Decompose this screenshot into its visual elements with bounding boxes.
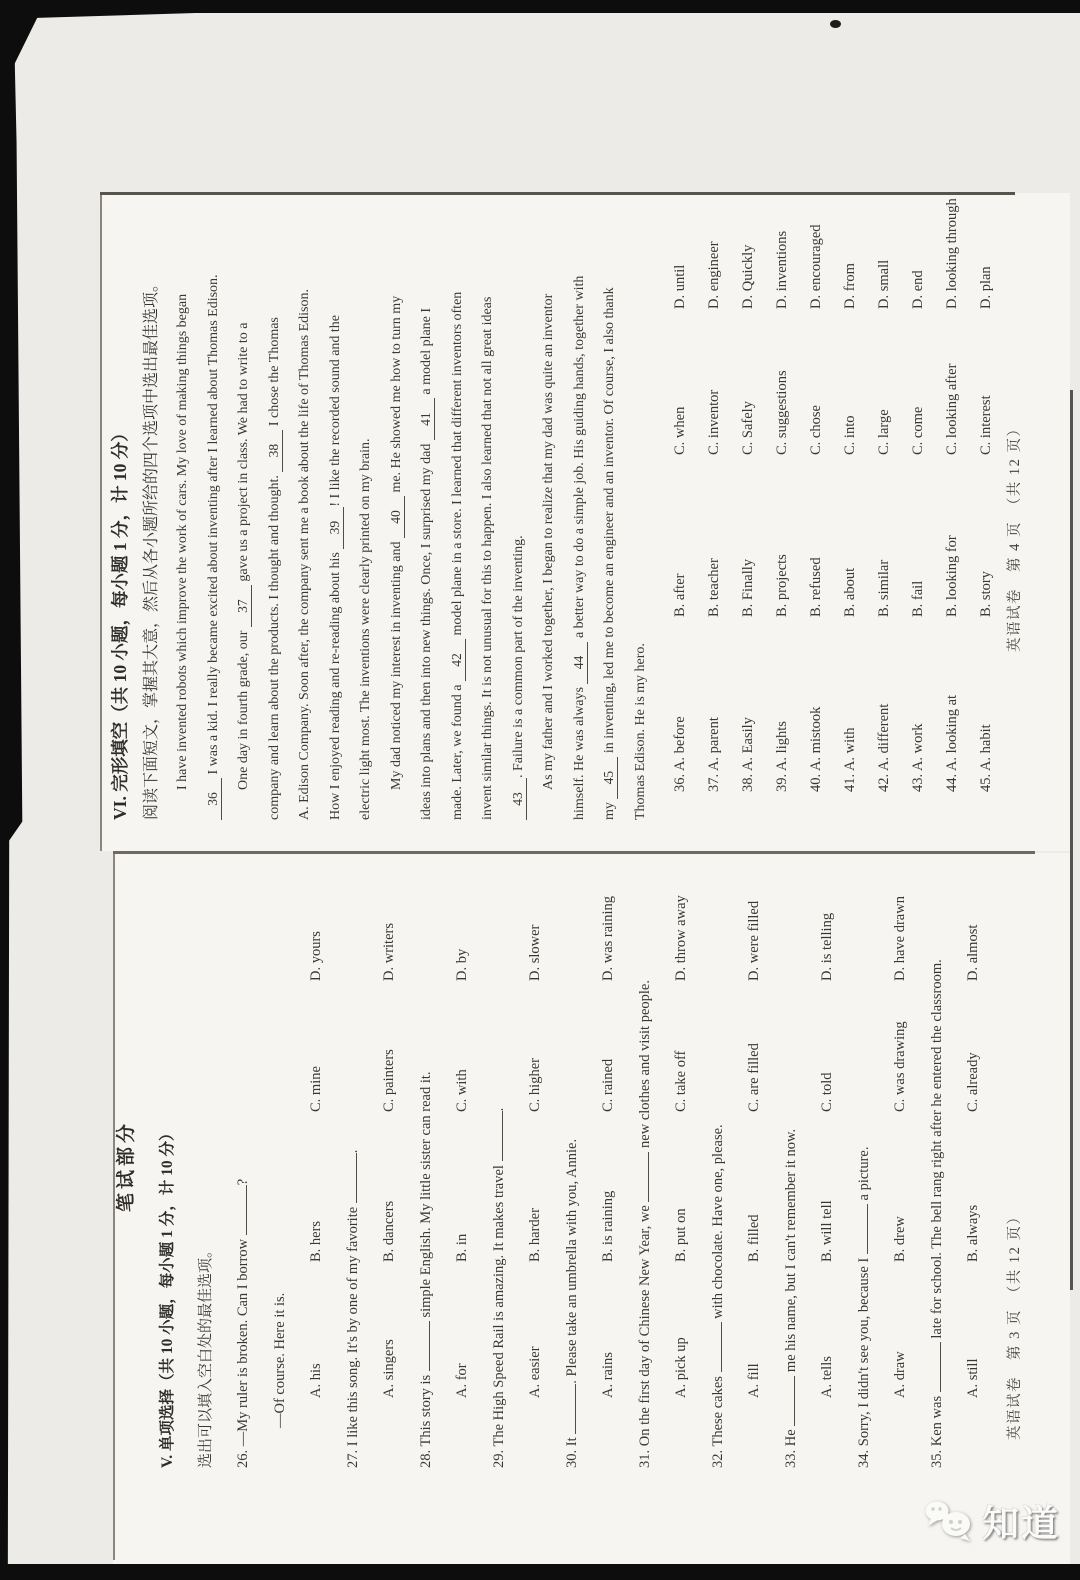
option-d: D. is telling bbox=[819, 912, 835, 981]
page4-top-edge-line bbox=[100, 193, 102, 851]
page4-footer: 英语试卷 第 4 页 （共 12 页） bbox=[1007, 420, 1023, 652]
passage-line: my 45 in inventing, led me to become an engineer and an inventor. Of course, I also thank bbox=[601, 287, 617, 820]
blank-underline bbox=[489, 1111, 503, 1161]
page3-footer: 英语试卷 第 3 页 （共 12 页） bbox=[1007, 1208, 1023, 1440]
option-d: D. throw away bbox=[673, 895, 689, 981]
option-a: 37. A. parent bbox=[706, 717, 722, 792]
option-b: B. hers bbox=[308, 1220, 324, 1262]
page4-content bbox=[104, 198, 1003, 820]
cloze-option-row bbox=[901, 198, 935, 820]
option-c: C. painters bbox=[381, 1049, 397, 1112]
choice-option-row bbox=[955, 864, 992, 1468]
option-d: D. slower bbox=[527, 924, 543, 981]
choice-option-row bbox=[517, 864, 554, 1468]
passage-line: I have invented robots which improve the work of cars. My love of making things began bbox=[175, 293, 190, 790]
cloze-option-row bbox=[833, 198, 867, 820]
blank-underline bbox=[927, 1342, 941, 1392]
option-c: C. inventor bbox=[706, 389, 722, 455]
zhidao-watermark bbox=[923, 1490, 1078, 1550]
blank-underline bbox=[635, 1152, 649, 1202]
option-a: A. pick up bbox=[673, 1337, 689, 1398]
option-c: C. mine bbox=[308, 1066, 324, 1112]
cloze-option-row bbox=[867, 198, 901, 820]
choice-option-row bbox=[736, 864, 773, 1468]
passage-line: A. Edison Company. Soon after, the company sent me a book about the life of Thomas Edison. bbox=[297, 289, 312, 820]
option-b: B. will tell bbox=[819, 1200, 835, 1262]
option-c: C. when bbox=[672, 406, 688, 455]
question-line: 30. It . Please take an umbrella with you, Annie. bbox=[563, 1138, 580, 1468]
question-line: 27. I like this song. It's by one of my favorite . bbox=[344, 1149, 361, 1468]
passage-line: One day in fourth grade, our 37 gave us a project in class. We had to write to a bbox=[235, 322, 251, 790]
cloze-option-row bbox=[799, 198, 833, 820]
choice-option-row bbox=[663, 864, 700, 1468]
choice-option-row bbox=[298, 864, 335, 1468]
choice-option-row bbox=[809, 864, 846, 1468]
option-a: 40. A. mistook bbox=[808, 706, 824, 792]
option-c: C. was drawing bbox=[892, 1021, 908, 1112]
question-line: 35. Ken was late for school. The bell rang right after he entered the classroom. bbox=[928, 959, 945, 1468]
scan-edge-bottom bbox=[0, 1564, 1080, 1580]
option-c: C. higher bbox=[527, 1058, 543, 1112]
option-d: D. encouraged bbox=[808, 224, 824, 309]
option-d: D. plan bbox=[978, 266, 994, 309]
option-a: 41. A. with bbox=[842, 727, 858, 792]
blank-number: 36 bbox=[204, 792, 220, 806]
written-part-title: 笔试部分 bbox=[116, 1120, 137, 1213]
passage-line: My dad noticed my interest in inventing and 40 me. He showed me how to turn my bbox=[387, 295, 404, 790]
option-c: C. into bbox=[842, 415, 858, 455]
blank-underline bbox=[343, 1153, 357, 1203]
choice-option-row bbox=[882, 864, 919, 1468]
option-d: D. until bbox=[672, 264, 688, 309]
option-b: B. in bbox=[454, 1233, 470, 1262]
passage-line: 36 I was a kid. I really became excited about inventing after I learned about Thomas Edison. bbox=[199, 198, 230, 820]
blank-number: 37 bbox=[235, 599, 250, 613]
cloze-passage bbox=[168, 198, 656, 820]
blank-underline bbox=[327, 507, 344, 549]
blank-number: 43 bbox=[509, 792, 525, 806]
blank-number: 42 bbox=[448, 653, 464, 667]
option-c: C. take off bbox=[673, 1050, 689, 1112]
option-c: C. told bbox=[819, 1072, 835, 1112]
question-line: —Of course. Here it is. bbox=[271, 1292, 288, 1428]
blank-underline bbox=[449, 639, 466, 681]
option-d: D. was raining bbox=[600, 896, 616, 981]
blank-number: 39 bbox=[326, 520, 342, 535]
question-line: 26. —My ruler is broken. Can I borrow ? bbox=[235, 1178, 251, 1468]
section-v-instruction: 选出可以填入空白处的最佳选项。 bbox=[198, 1242, 214, 1468]
passage-line: himself. He was always 44 a better way to do a simple job. His guiding hands, together with bbox=[570, 275, 587, 820]
choice-option-row bbox=[371, 864, 408, 1468]
option-d: D. by bbox=[454, 948, 470, 981]
passage-line: 43. Failure is a common part of the inventing. bbox=[504, 198, 535, 820]
option-d: D. Quickly bbox=[740, 244, 756, 309]
cloze-option-row bbox=[697, 198, 731, 820]
option-a: A. still bbox=[965, 1358, 981, 1398]
blank-number: 41 bbox=[418, 412, 433, 426]
option-b: B. about bbox=[842, 567, 858, 617]
option-a: 43. A. work bbox=[910, 723, 926, 792]
blank-underline bbox=[233, 1185, 247, 1235]
blank-number: 44 bbox=[570, 655, 586, 670]
option-b: B. looking for bbox=[944, 535, 960, 617]
question-list bbox=[225, 864, 992, 1468]
option-a: 44. A. looking at bbox=[944, 694, 960, 792]
cloze-option-row bbox=[969, 198, 1003, 820]
option-b: B. drew bbox=[892, 1216, 908, 1262]
option-b: B. similar bbox=[876, 559, 892, 617]
watermark-text: 知道 bbox=[982, 1503, 1060, 1544]
option-a: A. his bbox=[308, 1363, 324, 1398]
option-b: B. fail bbox=[910, 580, 926, 617]
option-b: B. put on bbox=[673, 1208, 689, 1262]
option-d: D. inventions bbox=[774, 230, 790, 309]
cloze-option-row bbox=[731, 198, 765, 820]
option-a: A. tells bbox=[819, 1356, 835, 1398]
option-b: B. teacher bbox=[706, 558, 722, 617]
option-c: C. come bbox=[910, 406, 926, 455]
option-a: 38. A. Easily bbox=[740, 717, 756, 792]
blank-underline bbox=[781, 1376, 795, 1426]
option-d: D. engineer bbox=[706, 241, 722, 309]
passage-line: made. Later, we found a 42 model plane in a store. I learned that different inventors often bbox=[448, 291, 465, 820]
option-b: B. filled bbox=[746, 1214, 762, 1262]
option-a: 45. A. habit bbox=[978, 724, 994, 792]
option-d: D. from bbox=[842, 263, 858, 309]
blank-underline bbox=[854, 1204, 868, 1254]
option-b: B. projects bbox=[774, 554, 790, 617]
scan-speck bbox=[830, 20, 841, 28]
blank-underline bbox=[708, 1322, 722, 1372]
option-b: B. is raining bbox=[600, 1190, 616, 1262]
page3-content bbox=[100, 864, 992, 1468]
choice-option-row bbox=[444, 864, 481, 1468]
option-d: D. have drawn bbox=[892, 896, 908, 981]
option-a: A. draw bbox=[892, 1351, 908, 1398]
passage-line: company and learn about the products. I thought and thought. 38 I chose the Thomas bbox=[265, 317, 282, 820]
option-b: B. after bbox=[672, 573, 688, 617]
option-d: D. were filled bbox=[746, 900, 762, 981]
option-d: D. looking through bbox=[944, 198, 960, 309]
passage-line: How I enjoyed reading and re-reading about his 39! I like the recorded sound and the bbox=[326, 314, 343, 820]
option-b: B. refused bbox=[808, 557, 824, 617]
cloze-option-row bbox=[765, 198, 799, 820]
option-b: B. dancers bbox=[381, 1200, 397, 1262]
sheet-bottom-edge-line bbox=[1070, 390, 1073, 1290]
option-c: C. Safely bbox=[740, 401, 756, 455]
blank-underline bbox=[562, 1384, 576, 1434]
option-d: D. yours bbox=[308, 931, 324, 981]
option-b: B. Finally bbox=[740, 558, 756, 617]
option-c: C. already bbox=[965, 1052, 981, 1112]
option-a: A. for bbox=[454, 1363, 470, 1398]
option-c: C. with bbox=[454, 1069, 470, 1112]
blank-underline bbox=[416, 1321, 430, 1371]
option-c: C. large bbox=[876, 409, 892, 455]
option-c: C. interest bbox=[978, 395, 994, 455]
option-a: A. rains bbox=[600, 1352, 616, 1398]
section-vi-instruction: 阅读下面短文，掌握其大意，然后从各小题所给的四个选项中选出最佳选项。 bbox=[143, 275, 160, 820]
blank-number: 38 bbox=[265, 443, 281, 458]
option-a: A. fill bbox=[746, 1363, 762, 1398]
option-c: C. rained bbox=[600, 1058, 616, 1112]
question-line: 32. These cakes with chocolate. Have one, please. bbox=[709, 1124, 726, 1468]
question-line: 31. On the first day of Chinese New Year, we new clothes and visit people. bbox=[636, 980, 653, 1468]
option-d: D. almost bbox=[965, 924, 981, 981]
section-v-heading: V. 单项选择（共 10 小题，每小题 1 分，计 10 分） bbox=[159, 1125, 176, 1468]
option-b: B. story bbox=[978, 571, 994, 617]
passage-line: invent similar things. It is not unusual for this to happen. I also learned that not all great ideas bbox=[480, 296, 495, 820]
cloze-option-list bbox=[663, 198, 1003, 820]
blank-number: 45 bbox=[601, 770, 616, 785]
option-c: C. chose bbox=[808, 405, 824, 455]
blank-number: 40 bbox=[387, 510, 403, 524]
blank-underline bbox=[388, 496, 405, 538]
passage-line: Thomas Edison. He is my hero. bbox=[632, 643, 648, 820]
passage-line: electric light most. The inventions were clearly printed on my brain. bbox=[358, 438, 373, 820]
chat-bubbles-icon bbox=[923, 1497, 975, 1543]
blank-underline bbox=[418, 398, 435, 440]
option-a: A. easier bbox=[527, 1346, 543, 1398]
passage-line: As my father and I worked together, I began to realize that my dad was quite an inventor bbox=[541, 293, 556, 790]
option-a: 39. A. lights bbox=[774, 721, 790, 792]
blank-underline bbox=[510, 778, 527, 820]
choice-option-row bbox=[590, 864, 627, 1468]
passage-line: ideas into plans and then into new things. Once, I surprised my dad 41 a model plane I bbox=[418, 307, 434, 820]
question-line: 33. He me his name, but I can't remember it now. bbox=[782, 1128, 799, 1468]
cloze-option-row bbox=[935, 198, 969, 820]
blank-underline bbox=[571, 642, 588, 684]
option-d: D. small bbox=[876, 259, 892, 309]
option-a: 42. A. different bbox=[876, 703, 892, 792]
page4-right-edge-line bbox=[100, 193, 1015, 196]
option-b: B. always bbox=[965, 1204, 981, 1262]
option-b: B. harder bbox=[527, 1208, 543, 1262]
option-a: A. singers bbox=[381, 1339, 397, 1398]
blank-underline bbox=[601, 757, 618, 799]
page-gutter-line bbox=[113, 852, 1035, 855]
question-line: 28. This story is simple English. My little sister can read it. bbox=[417, 1071, 434, 1468]
option-d: D. end bbox=[910, 270, 926, 309]
option-c: C. suggestions bbox=[774, 370, 790, 455]
cloze-option-row bbox=[663, 198, 697, 820]
blank-underline bbox=[235, 585, 252, 627]
option-c: C. are filled bbox=[746, 1043, 762, 1112]
blank-underline bbox=[205, 778, 222, 820]
question-line: 29. The High Speed Rail is amazing. It makes travel . bbox=[490, 1107, 507, 1468]
question-line: 34. Sorry, I didn't see you, because I a picture. bbox=[855, 1146, 872, 1468]
section-vi-heading: VI. 完形填空（共 10 小题，每小题 1 分，计 10 分） bbox=[110, 424, 130, 820]
option-c: C. looking after bbox=[944, 363, 960, 455]
blank-underline bbox=[266, 430, 283, 472]
option-d: D. writers bbox=[381, 923, 397, 981]
option-a: 36. A. before bbox=[672, 716, 688, 792]
